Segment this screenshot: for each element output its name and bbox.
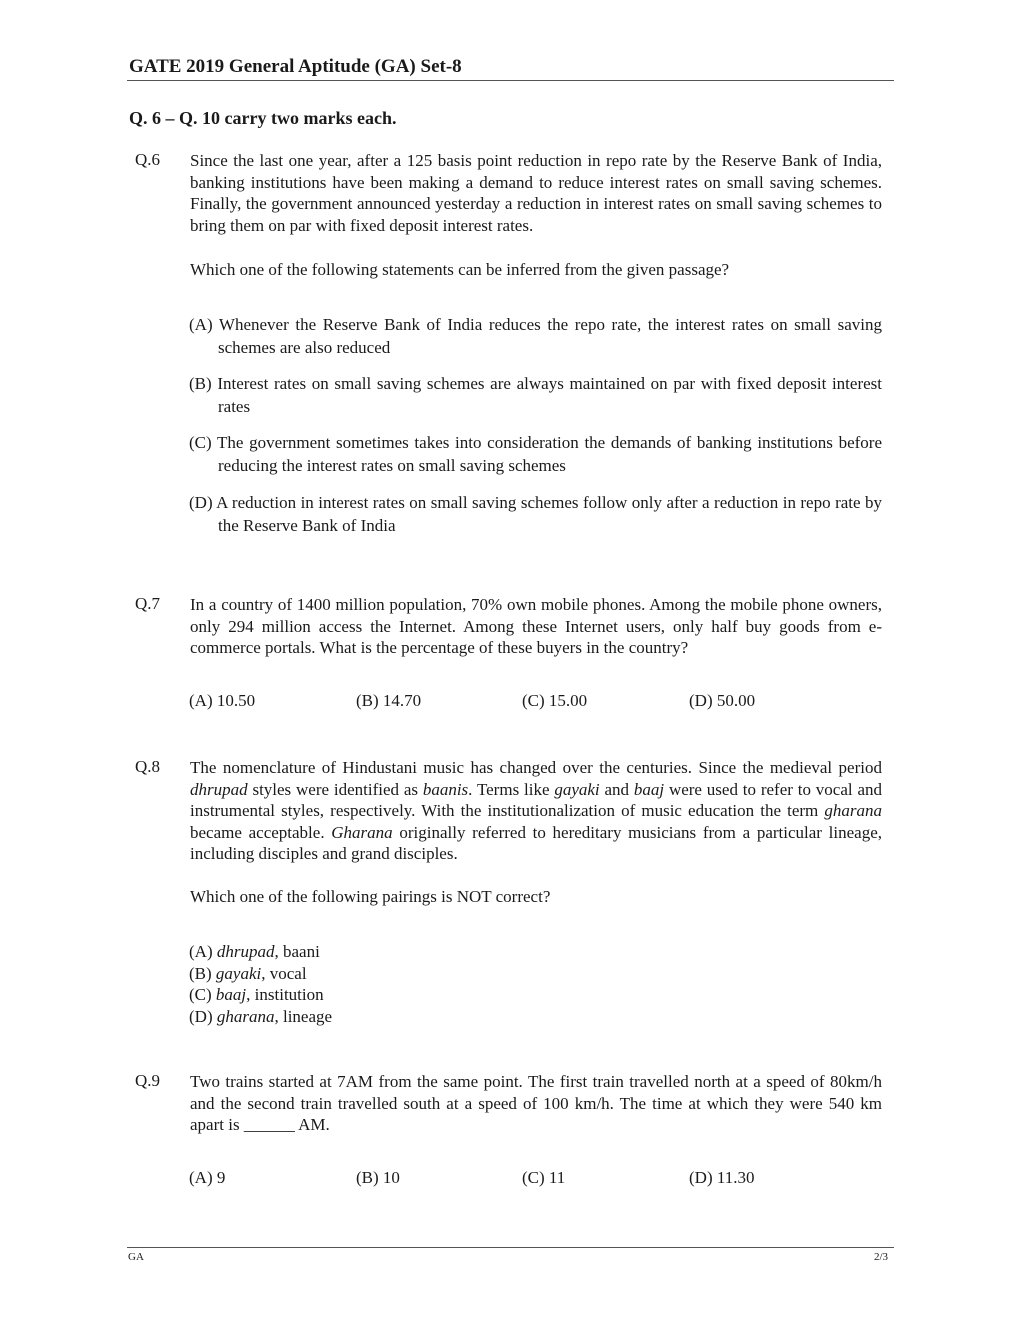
q8-term-baaj: baaj <box>633 779 665 799</box>
q8-term-gharana-cap: Gharana <box>331 822 393 842</box>
q8-term-gharana: gharana <box>824 801 882 820</box>
q9-option-c: (C) 11 <box>522 1168 566 1187</box>
q7-option-c: (C) 15.00 <box>522 691 588 710</box>
q7-option-d: (D) 50.00 <box>689 691 756 710</box>
header-rule <box>127 80 894 81</box>
q8-option-c: (C) baaj, institution <box>189 985 324 1004</box>
q9-option-a: (A) 9 <box>189 1168 226 1187</box>
q8-option-d: (D) gharana, lineage <box>189 1006 333 1026</box>
q9-passage: Two trains started at 7AM from the same point. The first train travelled north at a speed of 80km/h and the second train travelled south at a speed of 100 km/h. The time at which they were 540 km apart is ______ AM. <box>190 1072 882 1134</box>
section-heading: Q. 6 – Q. 10 carry two marks each. <box>129 108 397 128</box>
footer-left: GA <box>128 1251 144 1263</box>
page-header-title: GATE 2019 General Aptitude (GA) Set-8 <box>129 56 462 77</box>
footer-rule <box>127 1247 894 1248</box>
q8-term-dhrupad: dhrupad <box>190 779 248 799</box>
q6-option-c: (C) The government sometimes takes into consideration the demands of banking institutions before reducing the interest rates on small saving schemes <box>189 433 882 475</box>
q6-prompt: Which one of the following statements can be inferred from the given passage? <box>190 260 730 279</box>
q7-passage: In a country of 1400 million population, 70% own mobile phones. Among the mobile phone owners, only 294 million access the Internet. Among these Internet users, only half buy goods from e-commerce portals. What is the percentage of these buyers in the country? <box>190 595 882 657</box>
q8-number: Q.8 <box>135 757 161 776</box>
q9-number: Q.9 <box>135 1071 161 1090</box>
q8-passage: The nomenclature of Hindustani music has changed over the centuries. Since the medieval period dhrupad styles were identified as baanis. Terms like gayaki and baaj were used to refer to vocal and instrumental styles, respectively. With the institutionalization of music education the term gharana became acceptable. Gharana originally referred to hereditary musicians from a particular lineage, including disciples and grand disciples. <box>190 758 882 863</box>
q6-number: Q.6 <box>135 150 161 169</box>
q8-prompt: Which one of the following pairings is NOT correct? <box>190 887 551 906</box>
q8-option-b: (B) gayaki, vocal <box>189 963 307 983</box>
q6-option-a: (A) Whenever the Reserve Bank of India reduces the repo rate, the interest rates on small saving schemes are also reduced <box>189 315 882 357</box>
q7-option-b: (B) 14.70 <box>356 691 422 710</box>
q8-options <box>189 941 332 1027</box>
q8-term-baanis: baanis <box>422 779 469 799</box>
q8-term-gayaki: gayaki <box>554 779 600 799</box>
q6-option-b: (B) Interest rates on small saving schemes are always maintained on par with fixed deposit interest rates <box>189 374 882 416</box>
footer-page-number: 2/3 <box>874 1251 889 1263</box>
q7-option-a: (A) 10.50 <box>189 691 256 710</box>
q6-option-d: (D) A reduction in interest rates on small saving schemes follow only after a reduction in repo rate by the Reserve Bank of India <box>189 493 882 535</box>
q6-passage: Since the last one year, after a 125 basis point reduction in repo rate by the Reserve Bank of India, banking institutions have been making a demand to reduce interest rates on small saving schemes. Finally, the government announced yesterday a reduction in interest rates on small saving schemes to bring them on par with fixed deposit interest rates. <box>190 151 882 235</box>
q8-option-a: (A) dhrupad, baani <box>189 942 320 961</box>
q9-option-d: (D) 11.30 <box>689 1168 755 1187</box>
q9-option-b: (B) 10 <box>356 1168 400 1187</box>
q7-number: Q.7 <box>135 594 161 613</box>
